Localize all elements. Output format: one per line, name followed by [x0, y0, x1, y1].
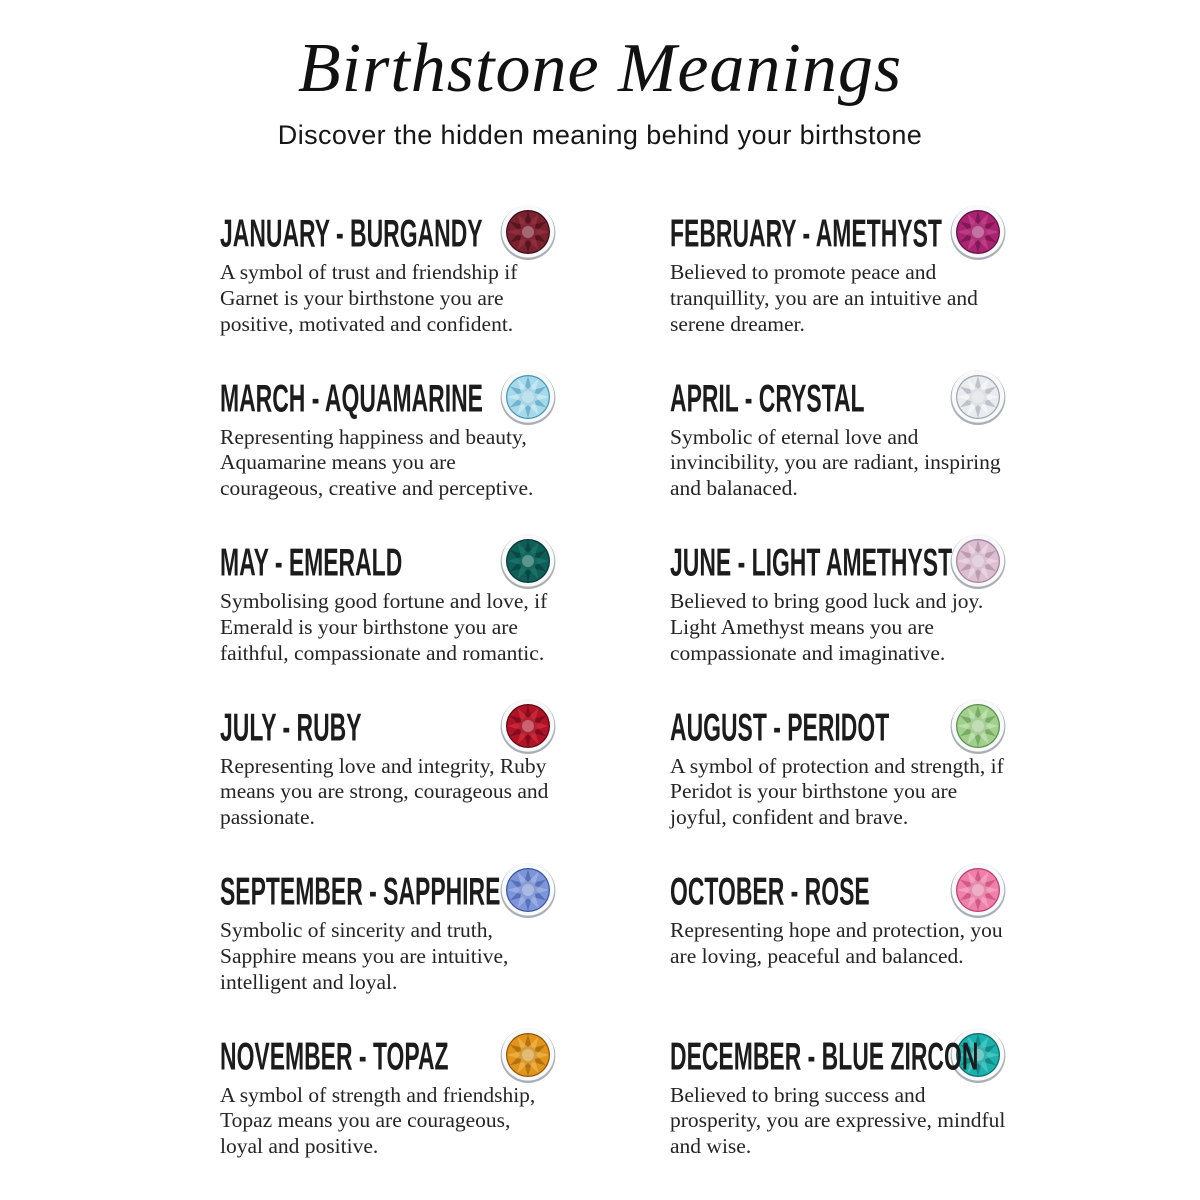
august-peridot-gem-icon — [950, 698, 1006, 754]
gem-svg — [500, 369, 556, 425]
entry-november — [220, 1026, 556, 1191]
entry-heading-march: MARCH - AQUAMARINE — [220, 376, 483, 420]
november-topaz-gem-icon — [500, 1027, 556, 1083]
gem-svg — [500, 698, 556, 754]
entry-august — [670, 697, 1006, 862]
entry-description-may: Symbolising good fortune and love, if Emerald is your birthstone you are faithful, compassionate and romantic. — [220, 589, 548, 665]
entry-heading-august: AUGUST - PERIDOT — [670, 705, 890, 749]
gem-svg — [500, 533, 556, 589]
entry-october — [670, 861, 1006, 1026]
june-light-amethyst-gem-icon — [950, 533, 1006, 589]
entry-heading-may: MAY - EMERALD — [220, 540, 403, 584]
gem-svg — [500, 862, 556, 918]
september-sapphire-gem-icon — [500, 862, 556, 918]
entry-december — [670, 1026, 1006, 1191]
entry-heading-november: NOVEMBER - TOPAZ — [220, 1034, 449, 1078]
entry-description-september: Symbolic of sincerity and truth, Sapphire means you are intuitive, intelligent and loyal. — [220, 918, 509, 994]
gem-svg — [950, 698, 1006, 754]
february-amethyst-gem-icon — [950, 204, 1006, 260]
entry-heading-june: JUNE - LIGHT AMETHYST — [670, 540, 953, 584]
entry-january — [220, 203, 556, 368]
page-subtitle: Discover the hidden meaning behind your birthstone — [277, 119, 923, 150]
may-emerald-gem-icon — [500, 533, 556, 589]
entry-march — [220, 368, 556, 533]
entry-heading-january: JANUARY - BURGANDY — [220, 211, 483, 255]
entry-description-july: Representing love and integrity, Ruby means you are strong, courageous and passionate. — [220, 753, 549, 830]
april-crystal-gem-icon — [950, 369, 1006, 425]
entry-description-april: Symbolic of eternal love and invincibility, you are radiant, inspiring and balanaced. — [670, 424, 1001, 501]
gem-svg — [500, 204, 556, 260]
entry-heading-july: JULY - RUBY — [220, 705, 362, 749]
entry-description-june: Believed to bring good luck and joy. Light Amethyst means you are compassionate and imaginative. — [670, 589, 984, 665]
gem-svg — [500, 1027, 556, 1083]
page-title: Birthstone Meanings — [297, 30, 903, 107]
entry-description-august: A symbol of protection and strength, if Peridot is your birthstone you are joyful, confident and brave. — [670, 753, 1004, 830]
entry-description-december: Believed to bring success and prosperity, you are expressive, mindful and wise. — [670, 1082, 1006, 1159]
entry-heading-december: DECEMBER - BLUE ZIRCON — [670, 1034, 979, 1078]
entry-april — [670, 368, 1006, 533]
entry-description-november: A symbol of strength and friendship, Topaz means you are courageous, loyal and positive. — [220, 1082, 536, 1159]
entry-heading-october: OCTOBER - ROSE — [670, 869, 870, 913]
gem-svg — [950, 862, 1006, 918]
gem-svg — [950, 369, 1006, 425]
entry-september — [220, 861, 556, 1026]
birthstone-grid — [220, 203, 1006, 1190]
entry-description-january: A symbol of trust and friendship if Garnet is your birthstone you are positive, motivated and confident. — [220, 260, 518, 336]
march-aquamarine-gem-icon — [500, 369, 556, 425]
entry-february — [670, 203, 1006, 368]
october-rose-gem-icon — [950, 862, 1006, 918]
july-ruby-gem-icon — [500, 698, 556, 754]
january-burgandy-gem-icon — [500, 204, 556, 260]
entry-may — [220, 532, 556, 697]
entry-june — [670, 532, 1006, 697]
gem-svg — [950, 533, 1006, 589]
entry-description-february: Believed to promote peace and tranquillity, you are an intuitive and serene dreamer. — [670, 260, 978, 336]
entry-heading-september: SEPTEMBER - SAPPHIRE — [220, 869, 501, 913]
entry-description-october: Representing hope and protection, you are loving, peaceful and balanced. — [670, 918, 1003, 968]
entry-description-march: Representing happiness and beauty, Aquamarine means you are courageous, creative and perceptive. — [220, 424, 534, 501]
entry-heading-april: APRIL - CRYSTAL — [670, 376, 865, 420]
entry-heading-february: FEBRUARY - AMETHYST — [670, 211, 942, 255]
entry-july — [220, 697, 556, 862]
gem-svg — [950, 204, 1006, 260]
